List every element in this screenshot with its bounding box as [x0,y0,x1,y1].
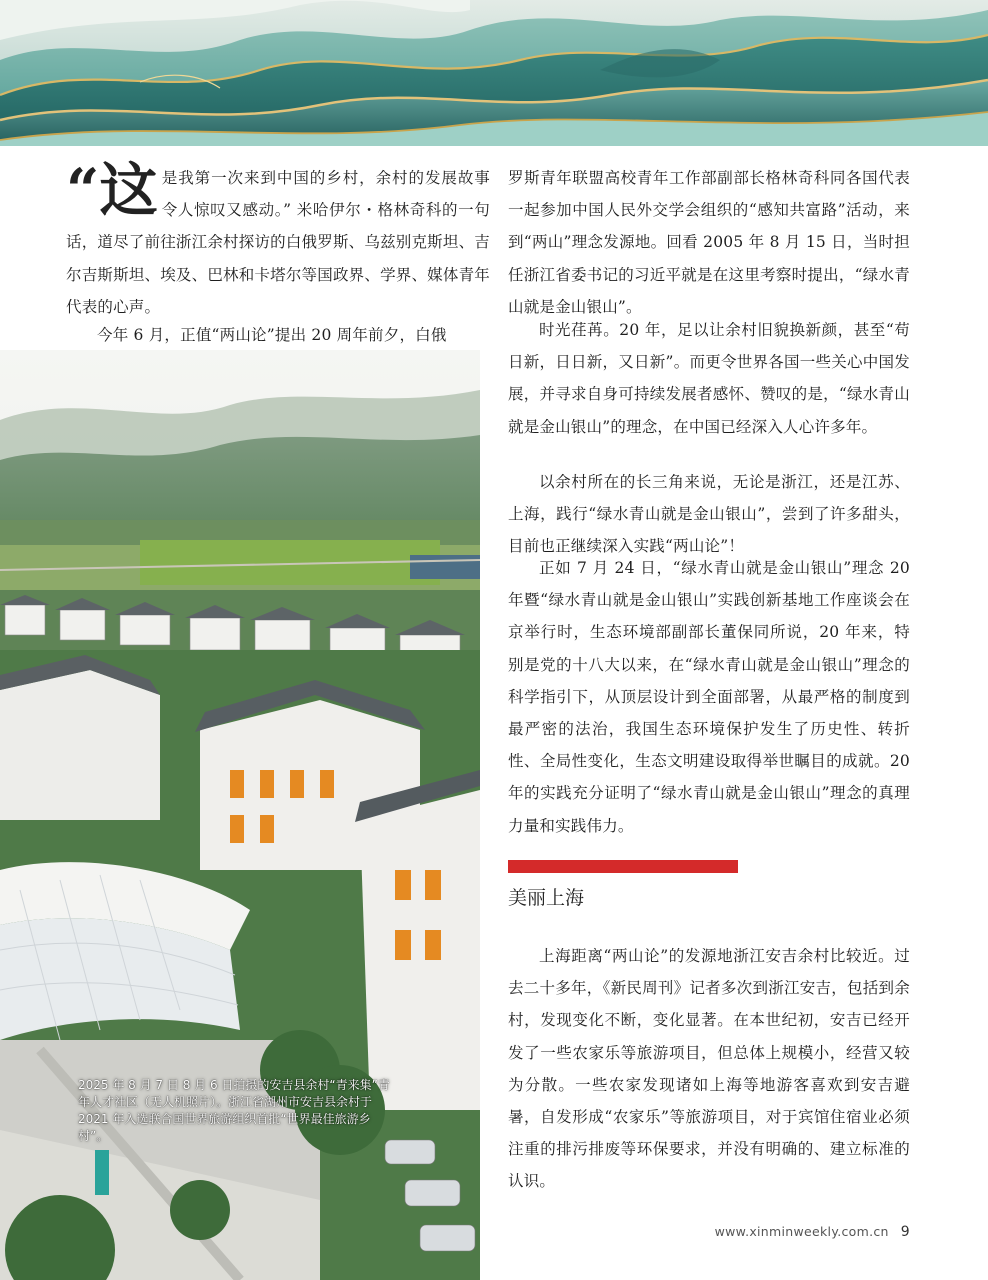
intro-text: 是我第一次来到中国的乡村，余村的发展故事令人惊叹又感动。” 米哈伊尔・格林奇科的一句话，道尽了前往浙江余村探访的白俄罗斯、乌兹别克斯坦、吉尔吉斯斯坦、埃及、巴林和卡塔尔等国政界、学界、媒体青年代表的心声。 [66,169,490,316]
article-paragraph-right-1: 罗斯青年联盟高校青年工作部副部长格林奇科同各国代表一起参加中国人民外交学会组织的“感知共富路”活动，来到“两山”理念发源地。回看 2005 年 8 月 15 日，当时担任浙江省委书记的习近平就是在这里考察时提出，“绿水青山就是金山银山”。 [508,169,910,316]
article-paragraph-right-4: 正如 7 月 24 日，“绿水青山就是金山银山”理念 20 年暨“绿水青山就是金山银山”实践创新基地工作座谈会在京举行时，生态环境部副部长董保同所说，20 年来，特别是党的十八大以来，在“绿水青山就是金山银山”理念的科学指引下，从顶层设计到全面部署，从最严格的制度到最严密的法治，我国生态环境保护发生了历史性、转折性、全局性变化，生态文明建设取得举世瞩目的成就。20 年的实践充分证明了“绿水青山就是金山银山”理念的真理力量和实践伟力。 [508,559,910,835]
mountain-illustration [0,0,988,146]
article-intro-paragraph [66,156,490,323]
header-mountain-art [0,0,988,146]
section-divider-bar [508,860,738,873]
page-footer [715,1224,910,1240]
drop-cap: “这 [66,156,158,224]
section-heading: 美丽上海 [508,887,585,909]
article-paragraph-right-2: 时光荏苒。20 年，足以让余村旧貌换新颜，甚至“苟日新，日日新，又日新”。而更令世界各国一些关心中国发展，并寻求自身可持续发展者感怀、赞叹的是，“绿水青山就是金山银山”的理念，在中国已经深入人心许多年。 [508,321,910,436]
website-url: www.xinminweekly.com.cn [714,1224,889,1239]
page-number: 9 [900,1224,910,1240]
article-paragraph-june: 今年 6 月，正值“两山论”提出 20 周年前夕，白俄 [97,326,447,344]
photo-caption: 2025 年 8 月 7 日 8 月 6 日拍摄的安吉县余村“青来集”青年人才社区（无人机照片）。浙江省湖州市安吉县余村于 2021 年入选联合国世界旅游组织首批“世界最佳旅游乡村”。 [78,1078,390,1143]
article-paragraph-right-3: 以余村所在的长三角来说，无论是浙江，还是江苏、上海，践行“绿水青山就是金山银山”，尝到了许多甜头，目前也正继续深入实践“两山论”！ [508,473,910,556]
article-paragraph-shanghai: 上海距离“两山论”的发源地浙江安吉余村比较近。过去二十多年，《新民周刊》记者多次到浙江安吉，包括到余村，发现变化不断，变化显著。在本世纪初，安吉已经开发了一些农家乐等旅游项目，但总体上规模小，经营又较为分散。一些农家发现诸如上海等地游客喜欢到安吉避暑，自发形成“农家乐”等旅游项目，对于宾馆住宿业必须注重的排污排废等环保要求，并没有明确的、建立标准的认识。 [508,947,910,1191]
